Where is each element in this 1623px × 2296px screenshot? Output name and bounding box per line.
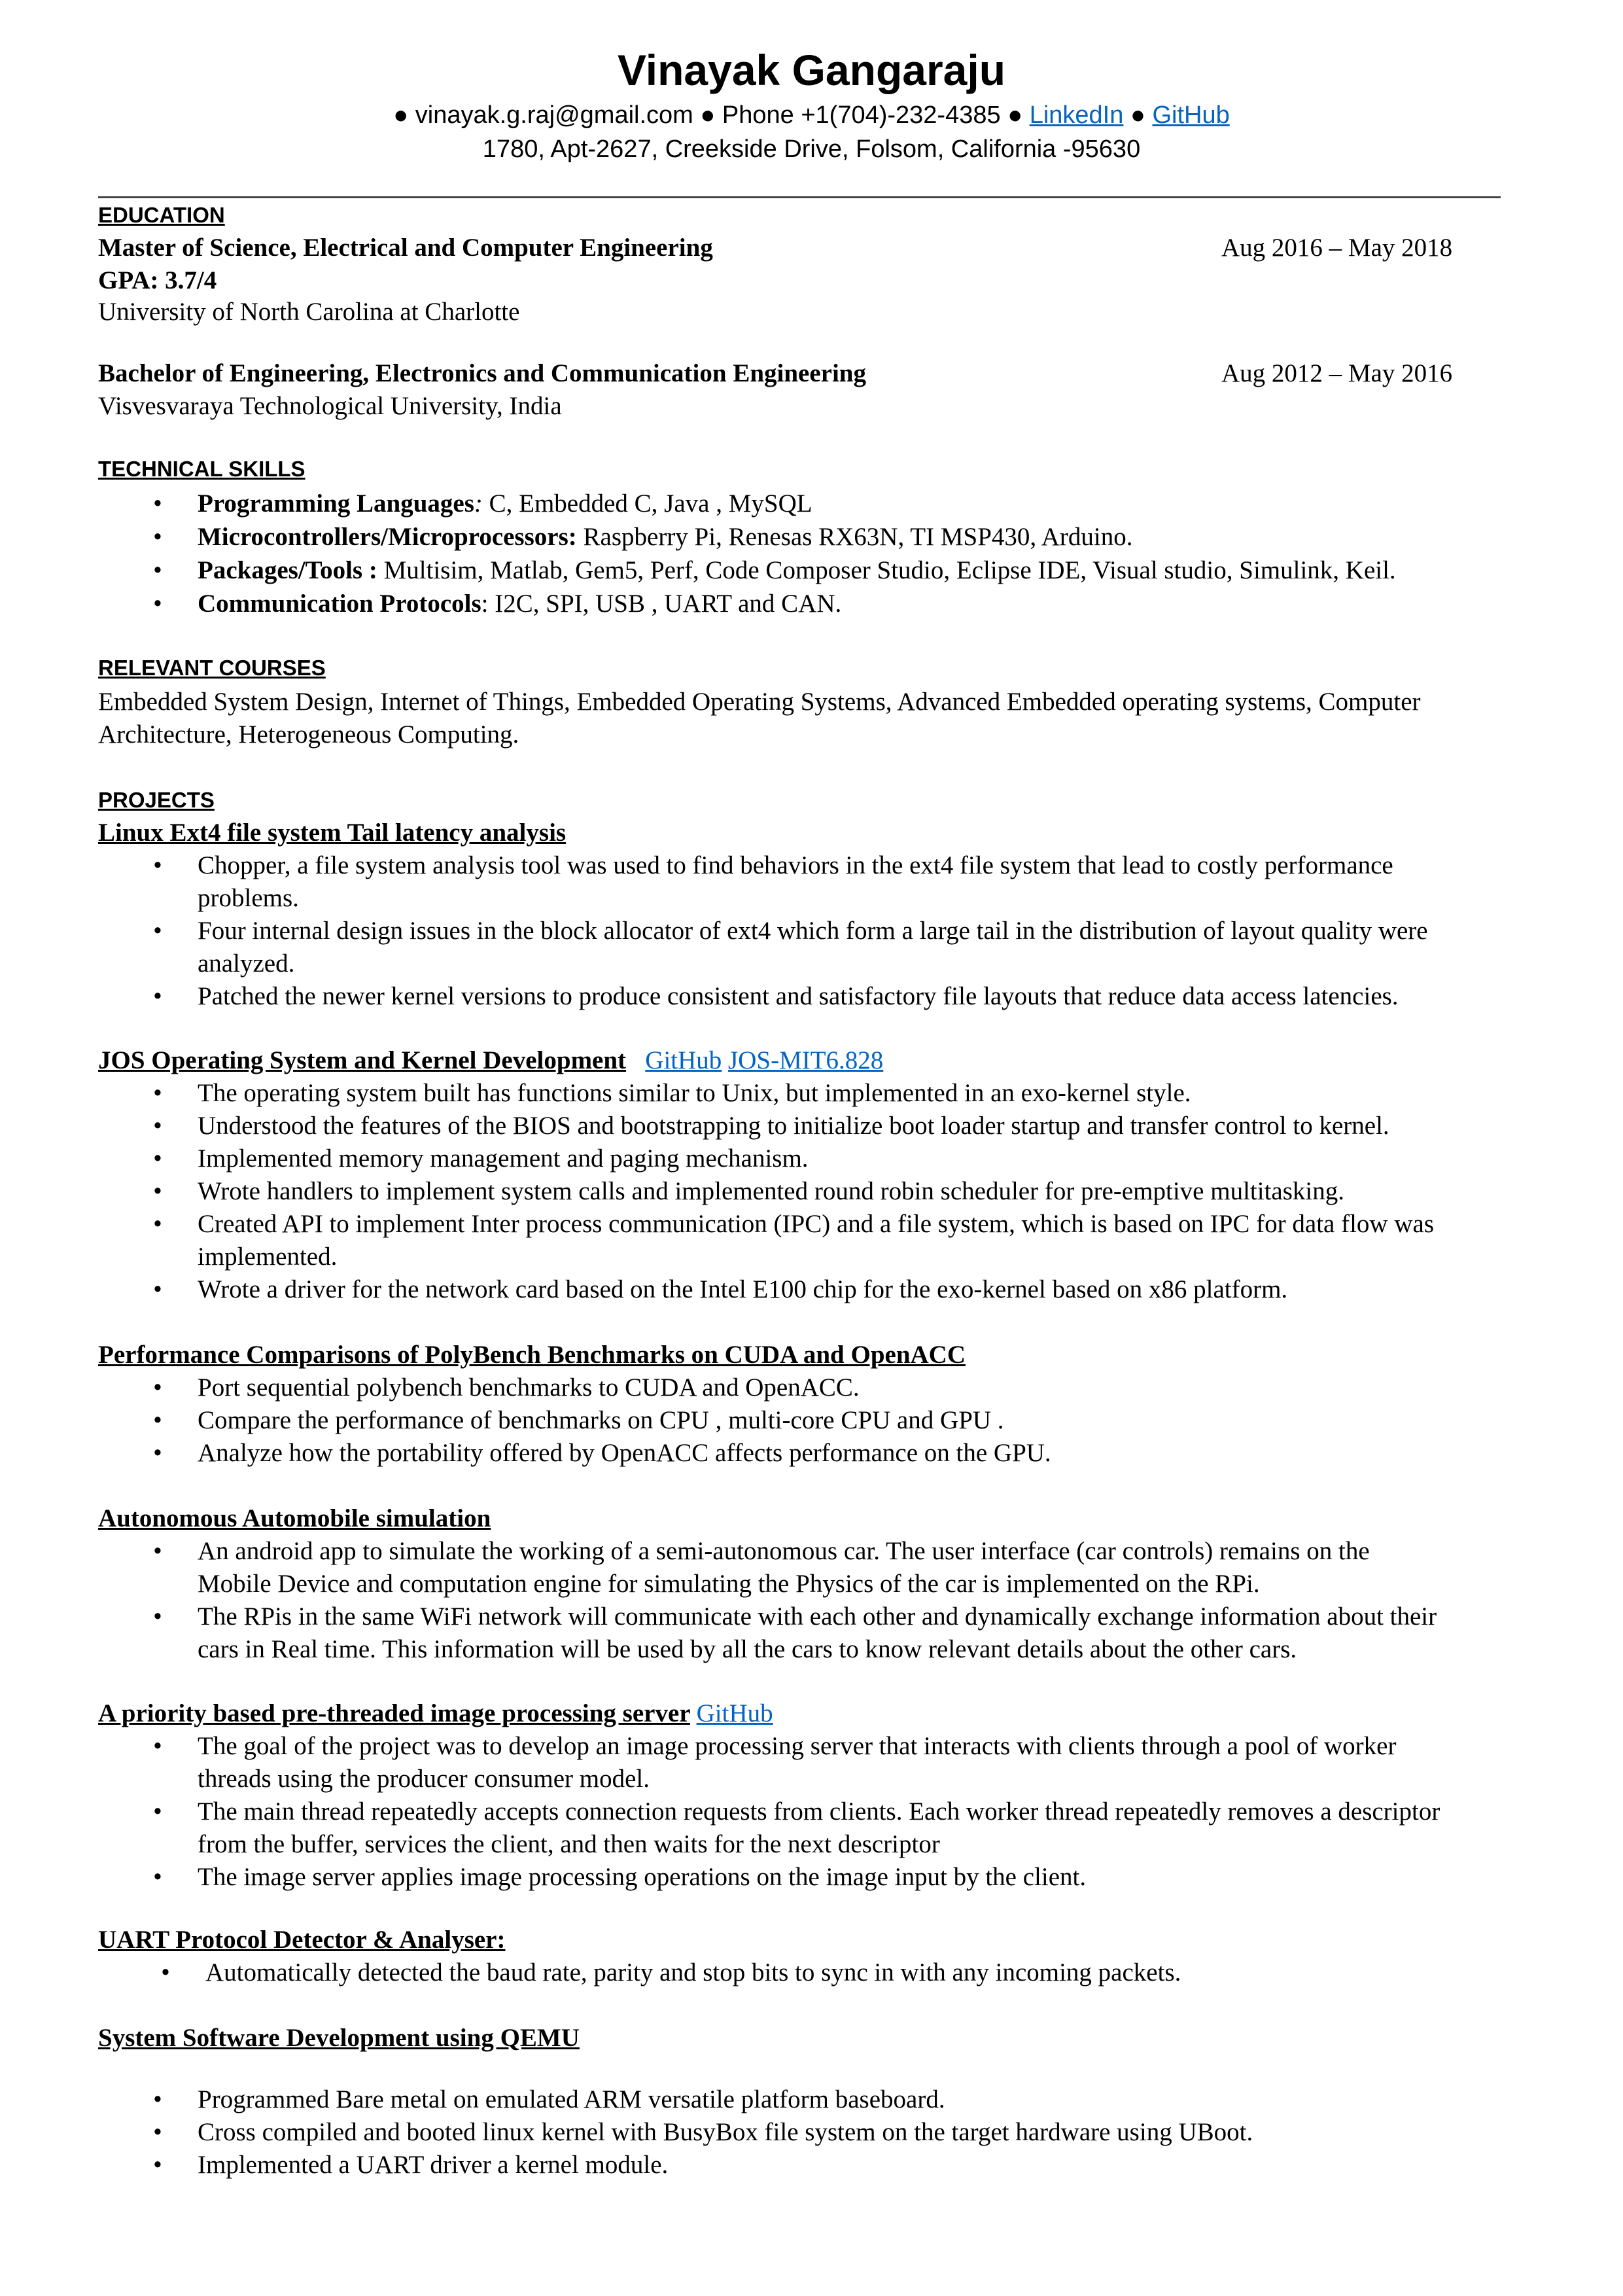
project-title-text: Linux Ext4 file system Tail latency analysis (98, 819, 567, 847)
candidate-name: Vinayak Gangaraju (617, 46, 1006, 94)
github-link[interactable]: GitHub (1152, 101, 1230, 129)
bullet-text: The RPis in the same WiFi network will communicate with each other and dynamically exchange information about their (198, 1602, 1437, 1631)
bullet-text: The main thread repeatedly accepts connection requests from clients. Each worker thread repeatedly removes a descriptor (198, 1797, 1440, 1826)
courses-line-2: Architecture, Heterogeneous Computing. (98, 720, 519, 749)
project-title-autonomous (98, 1502, 491, 1535)
bullet-point: • (153, 917, 162, 945)
bullet-point: • (153, 556, 162, 584)
bullet-point: • (153, 1797, 162, 1826)
section-title-technical-skills: TECHNICAL SKILLS (98, 457, 305, 481)
bullet-text: Four internal design issues in the block allocator of ext4 which form a large tail in the distribution of layout quality were (198, 917, 1428, 945)
contact-line (0, 99, 1623, 132)
project-title-qemu (98, 2022, 580, 2055)
bullet-separator: ● (1007, 101, 1023, 129)
bullet-text: Automatically detected the baud rate, parity and stop bits to sync in with any incoming packets. (205, 1958, 1181, 1987)
be-dates: Aug 2012 – May 2016 (1221, 359, 1453, 387)
bullet-point: • (153, 1439, 162, 1467)
project-title-text: JOS Operating System and Kernel Development (98, 1046, 627, 1074)
bullet-point: • (153, 982, 162, 1010)
bullet-point: • (153, 1406, 162, 1434)
bullet-text: Mobile Device and computation engine for simulating the Physics of the car is implemented on the RPi. (198, 1570, 1260, 1598)
jos-github-link[interactable]: GitHub (645, 1046, 722, 1074)
bullet-text: An android app to simulate the working of a semi-autonomous car. The user interface (car controls) remains on the (198, 1537, 1370, 1565)
skill-label: Packages/Tools : (198, 556, 377, 584)
bullet-text: Chopper, a file system analysis tool was used to find behaviors in the ext4 file system that lead to costly performance (198, 851, 1393, 879)
bullet-text: Wrote a driver for the network card based on the Intel E100 chip for the exo-kernel based on x86 platform. (198, 1275, 1288, 1303)
skill-label: Programming Languages (198, 489, 474, 518)
bullet-point: • (153, 1210, 162, 1238)
project-title-text: A priority based pre-threaded image processing server (98, 1699, 690, 1727)
bullet-text: implemented. (198, 1243, 338, 1271)
ms-dates: Aug 2016 – May 2018 (1221, 234, 1453, 262)
bullet-point: • (153, 851, 162, 879)
project-title-text: UART Protocol Detector & Analyser: (98, 1926, 506, 1954)
section-title-relevant-courses: RELEVANT COURSES (98, 656, 326, 680)
bullet-point: • (153, 1863, 162, 1891)
bullet-text: Cross compiled and booted linux kernel with BusyBox file system on the target hardware using UBoot. (198, 2118, 1253, 2146)
skill-text: : I2C, SPI, USB , UART and CAN. (481, 590, 842, 618)
project-title-image-server (98, 1697, 773, 1730)
courses-line-1: Embedded System Design, Internet of Things, Embedded Operating Systems, Advanced Embedded operating systems, Computer (98, 688, 1421, 716)
project-title-text: Performance Comparisons of PolyBench Benchmarks on CUDA and OpenACC (98, 1341, 966, 1369)
skill-separator: : (474, 489, 483, 518)
bullet-point: • (153, 1144, 162, 1173)
project-title-polybench (98, 1339, 966, 1371)
linkedin-link[interactable]: LinkedIn (1029, 101, 1124, 129)
bullet-point: • (153, 1537, 162, 1565)
bullet-separator: ● (393, 101, 409, 129)
section-title-projects: PROJECTS (98, 788, 215, 812)
project-title-uart (98, 1924, 505, 1956)
bullet-point: • (153, 1275, 162, 1303)
be-school: Visvesvaraya Technological University, India (98, 392, 562, 420)
bullet-text: Port sequential polybench benchmarks to CUDA and OpenACC. (198, 1373, 860, 1402)
bullet-point: • (161, 1958, 170, 1987)
bullet-text: Implemented memory management and paging mechanism. (198, 1144, 809, 1173)
skill-label: Microcontrollers/Microprocessors: (198, 523, 577, 551)
ms-degree: Master of Science, Electrical and Computer Engineering (98, 234, 713, 262)
image-server-github-link[interactable]: GitHub (696, 1699, 773, 1727)
bullet-point: • (153, 1112, 162, 1140)
bullet-text: The image server applies image processing operations on the image input by the client. (198, 1863, 1087, 1891)
header-divider (98, 196, 1501, 198)
be-degree: Bachelor of Engineering, Electronics and Communication Engineering (98, 359, 866, 387)
bullet-point: • (153, 590, 162, 618)
bullet-text: analyzed. (198, 949, 295, 978)
bullet-text: Understood the features of the BIOS and bootstrapping to initialize boot loader startup and transfer control to kernel. (198, 1112, 1389, 1140)
section-title-education: EDUCATION (98, 203, 225, 227)
email-address: vinayak.g.raj@gmail.com (415, 101, 693, 129)
bullet-text: Compare the performance of benchmarks on CPU , multi-core CPU and GPU . (198, 1406, 1004, 1434)
bullet-text: Implemented a UART driver a kernel module. (198, 2151, 669, 2179)
bullet-separator: ● (700, 101, 716, 129)
bullet-point: • (153, 489, 162, 518)
ms-school: University of North Carolina at Charlotte (98, 298, 520, 326)
bullet-point: • (153, 1079, 162, 1107)
skill-label: Communication Protocols (198, 590, 481, 618)
bullet-text: Programmed Bare metal on emulated ARM versatile platform baseboard. (198, 2085, 945, 2113)
jos-mit-link[interactable]: JOS-MIT6.828 (728, 1046, 884, 1074)
address: 1780, Apt-2627, Creekside Drive, Folsom, California -95630 (482, 135, 1141, 163)
project-title-jos (98, 1044, 883, 1077)
bullet-point: • (153, 1602, 162, 1631)
skill-text: Raspberry Pi, Renesas RX63N, TI MSP430, Arduino. (576, 523, 1133, 551)
bullet-point: • (153, 2118, 162, 2146)
bullet-text: Patched the newer kernel versions to produce consistent and satisfactory file layouts that reduce data access latencies. (198, 982, 1399, 1010)
phone-number: Phone +1(704)-232-4385 (722, 101, 1001, 129)
bullet-text: Analyze how the portability offered by OpenACC affects performance on the GPU. (198, 1439, 1051, 1467)
bullet-point: • (153, 1373, 162, 1402)
bullet-text: cars in Real time. This information will be used by all the cars to know relevant details about the other cars. (198, 1635, 1297, 1663)
ms-gpa: GPA: 3.7/4 (98, 266, 217, 294)
bullet-text: The goal of the project was to develop an image processing server that interacts with clients through a pool of worker (198, 1732, 1397, 1760)
bullet-point: • (153, 2151, 162, 2179)
bullet-text: The operating system built has functions similar to Unix, but implemented in an exo-kernel style. (198, 1079, 1191, 1107)
bullet-separator: ● (1130, 101, 1145, 129)
bullet-text: Wrote handlers to implement system calls and implemented round robin scheduler for pre-emptive multitasking. (198, 1177, 1344, 1205)
project-title-text: Autonomous Automobile simulation (98, 1504, 491, 1532)
bullet-text: problems. (198, 884, 299, 912)
bullet-point: • (153, 2085, 162, 2113)
skill-text: Multisim, Matlab, Gem5, Perf, Code Composer Studio, Eclipse IDE, Visual studio, Simulink, Keil. (377, 556, 1396, 584)
bullet-text: Created API to implement Inter process communication (IPC) and a file system, which is based on IPC for data flow was (198, 1210, 1434, 1238)
bullet-text: from the buffer, services the client, and then waits for the next descriptor (198, 1830, 940, 1858)
bullet-point: • (153, 1177, 162, 1205)
bullet-point: • (153, 1732, 162, 1760)
project-title-ext4 (98, 817, 566, 849)
bullet-text: threads using the producer consumer model. (198, 1765, 650, 1793)
project-title-text: System Software Development using QEMU (98, 2024, 580, 2052)
skill-text: C, Embedded C, Java , MySQL (482, 489, 812, 518)
bullet-point: • (153, 523, 162, 551)
